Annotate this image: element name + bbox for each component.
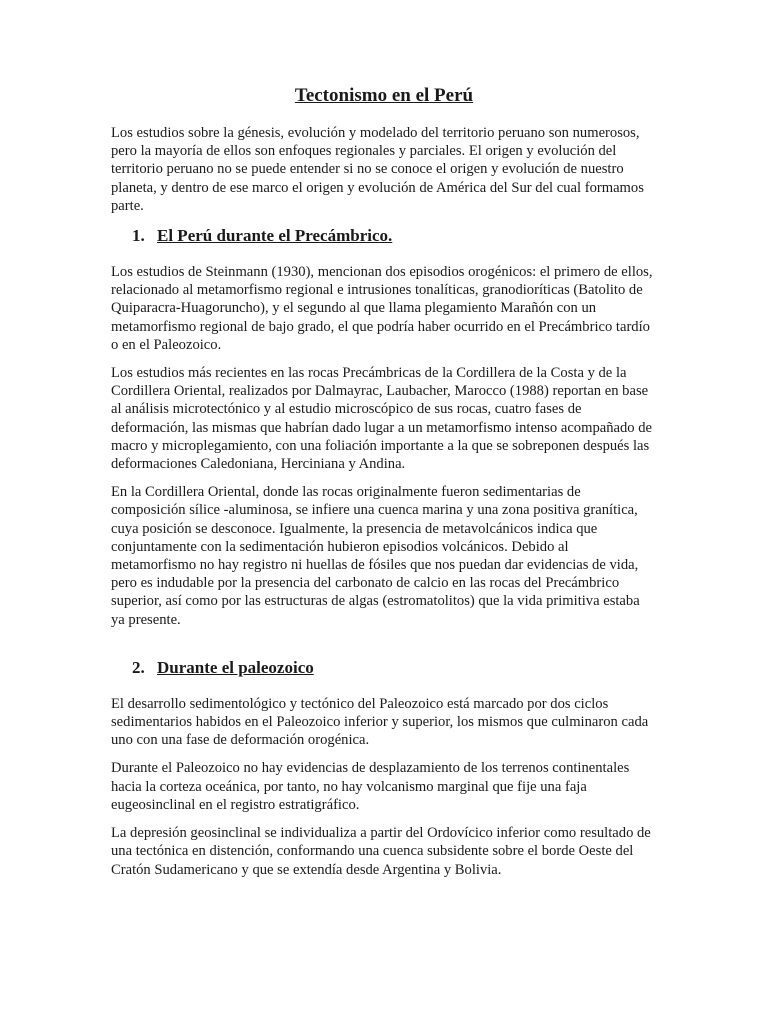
paragraph: En la Cordillera Oriental, donde las rocas originalmente fueron sedimentarias de composición sílice -aluminosa, se infiere una cuenca marina y una zona positiva granítica, cuya posición se desconoce. Igualmente, la presencia de metavolcánicos indica que conjuntamente con la sedimentación hubieron episodios volcánicos. Debido al metamorfismo no hay registro ni huellas de fósiles que nos puedan dar evidencias de vida, pero es indudable por la presencia del carbonato de calcio en las rocas del Precámbrico superior, así como por las estructuras de algas (estromatolitos) que la vida primitiva estaba ya presente.	[111, 484, 640, 628]
paragraph: La depresión geosinclinal se individualiza a partir del Ordovícico inferior como resultado de una tectónica en distención, conformando una cuenca subsidente sobre el borde Oeste del Cratón Sudamericano y que se extendía desde Argentina y Bolivia.	[111, 825, 651, 878]
intro-paragraph: Los estudios sobre la génesis, evolución y modelado del territorio peruano son numerosos, pero la mayoría de ellos son enfoques regionales y parciales. El origen y evolución del territorio peruano no se puede entender si no se conoce el origen y evolución de nuestro planeta, y dentro de ese marco el origen y evolución de América del Sur del cual formamos parte.	[111, 125, 644, 214]
section-heading-paleozoico	[111, 657, 657, 679]
paragraph: Los estudios de Steinmann (1930), mencionan dos episodios orogénicos: el primero de ellos, relacionado al metamorfismo regional e intrusiones tonalíticas, granodioríticas (Batolito de Quiparacra-Huagorunchо), y el segundo al que llama plegamiento Marañón con un metamorfismo regional de bajo grado, el que podría haber ocurrido en el Precámbrico tardío o en el Paleozoico.	[111, 264, 653, 353]
section-title: El Perú durante el Precámbrico.	[157, 226, 393, 246]
section-heading-precambrico	[111, 225, 657, 247]
paragraph: El desarrollo sedimentológico y tectónico del Paleozoico está marcado por dos ciclos sedimentarios habidos en el Paleozoico inferior y superior, los mismos que culminaron cada uno con una fase de deformación orogénica.	[111, 695, 649, 749]
paragraph: Durante el Paleozoico no hay evidencias de desplazamiento de los terrenos continentales hacia la corteza oceánica, por tanto, no hay volcanismo marginal que fije una faja eugeosinclinal en el registro estratigráfico.	[111, 760, 630, 813]
document-page	[111, 84, 657, 889]
section-title: Durante el paleozoico	[157, 657, 314, 677]
document-title: Tectonismo en el Perú	[294, 85, 474, 106]
paragraph: Los estudios más recientes en las rocas Precámbricas de la Cordillera de la Costa y de la Cordillera Oriental, realizados por Dalmayrac, Laubacher, Marocco (1988) reportan en base al análisis microtectónico y al estudio microscópico de sus rocas, cuatro fases de deformación, las mismas que habrían dado lugar a un metamorfismo intenso acompañado de macro y microplegamiento, con una foliación importante a la que se sobreponen después las deformaciones Caledoniana, Herciniana y Andina.	[111, 365, 653, 473]
section-number: 2.	[132, 657, 145, 677]
section-number: 1.	[132, 226, 145, 246]
